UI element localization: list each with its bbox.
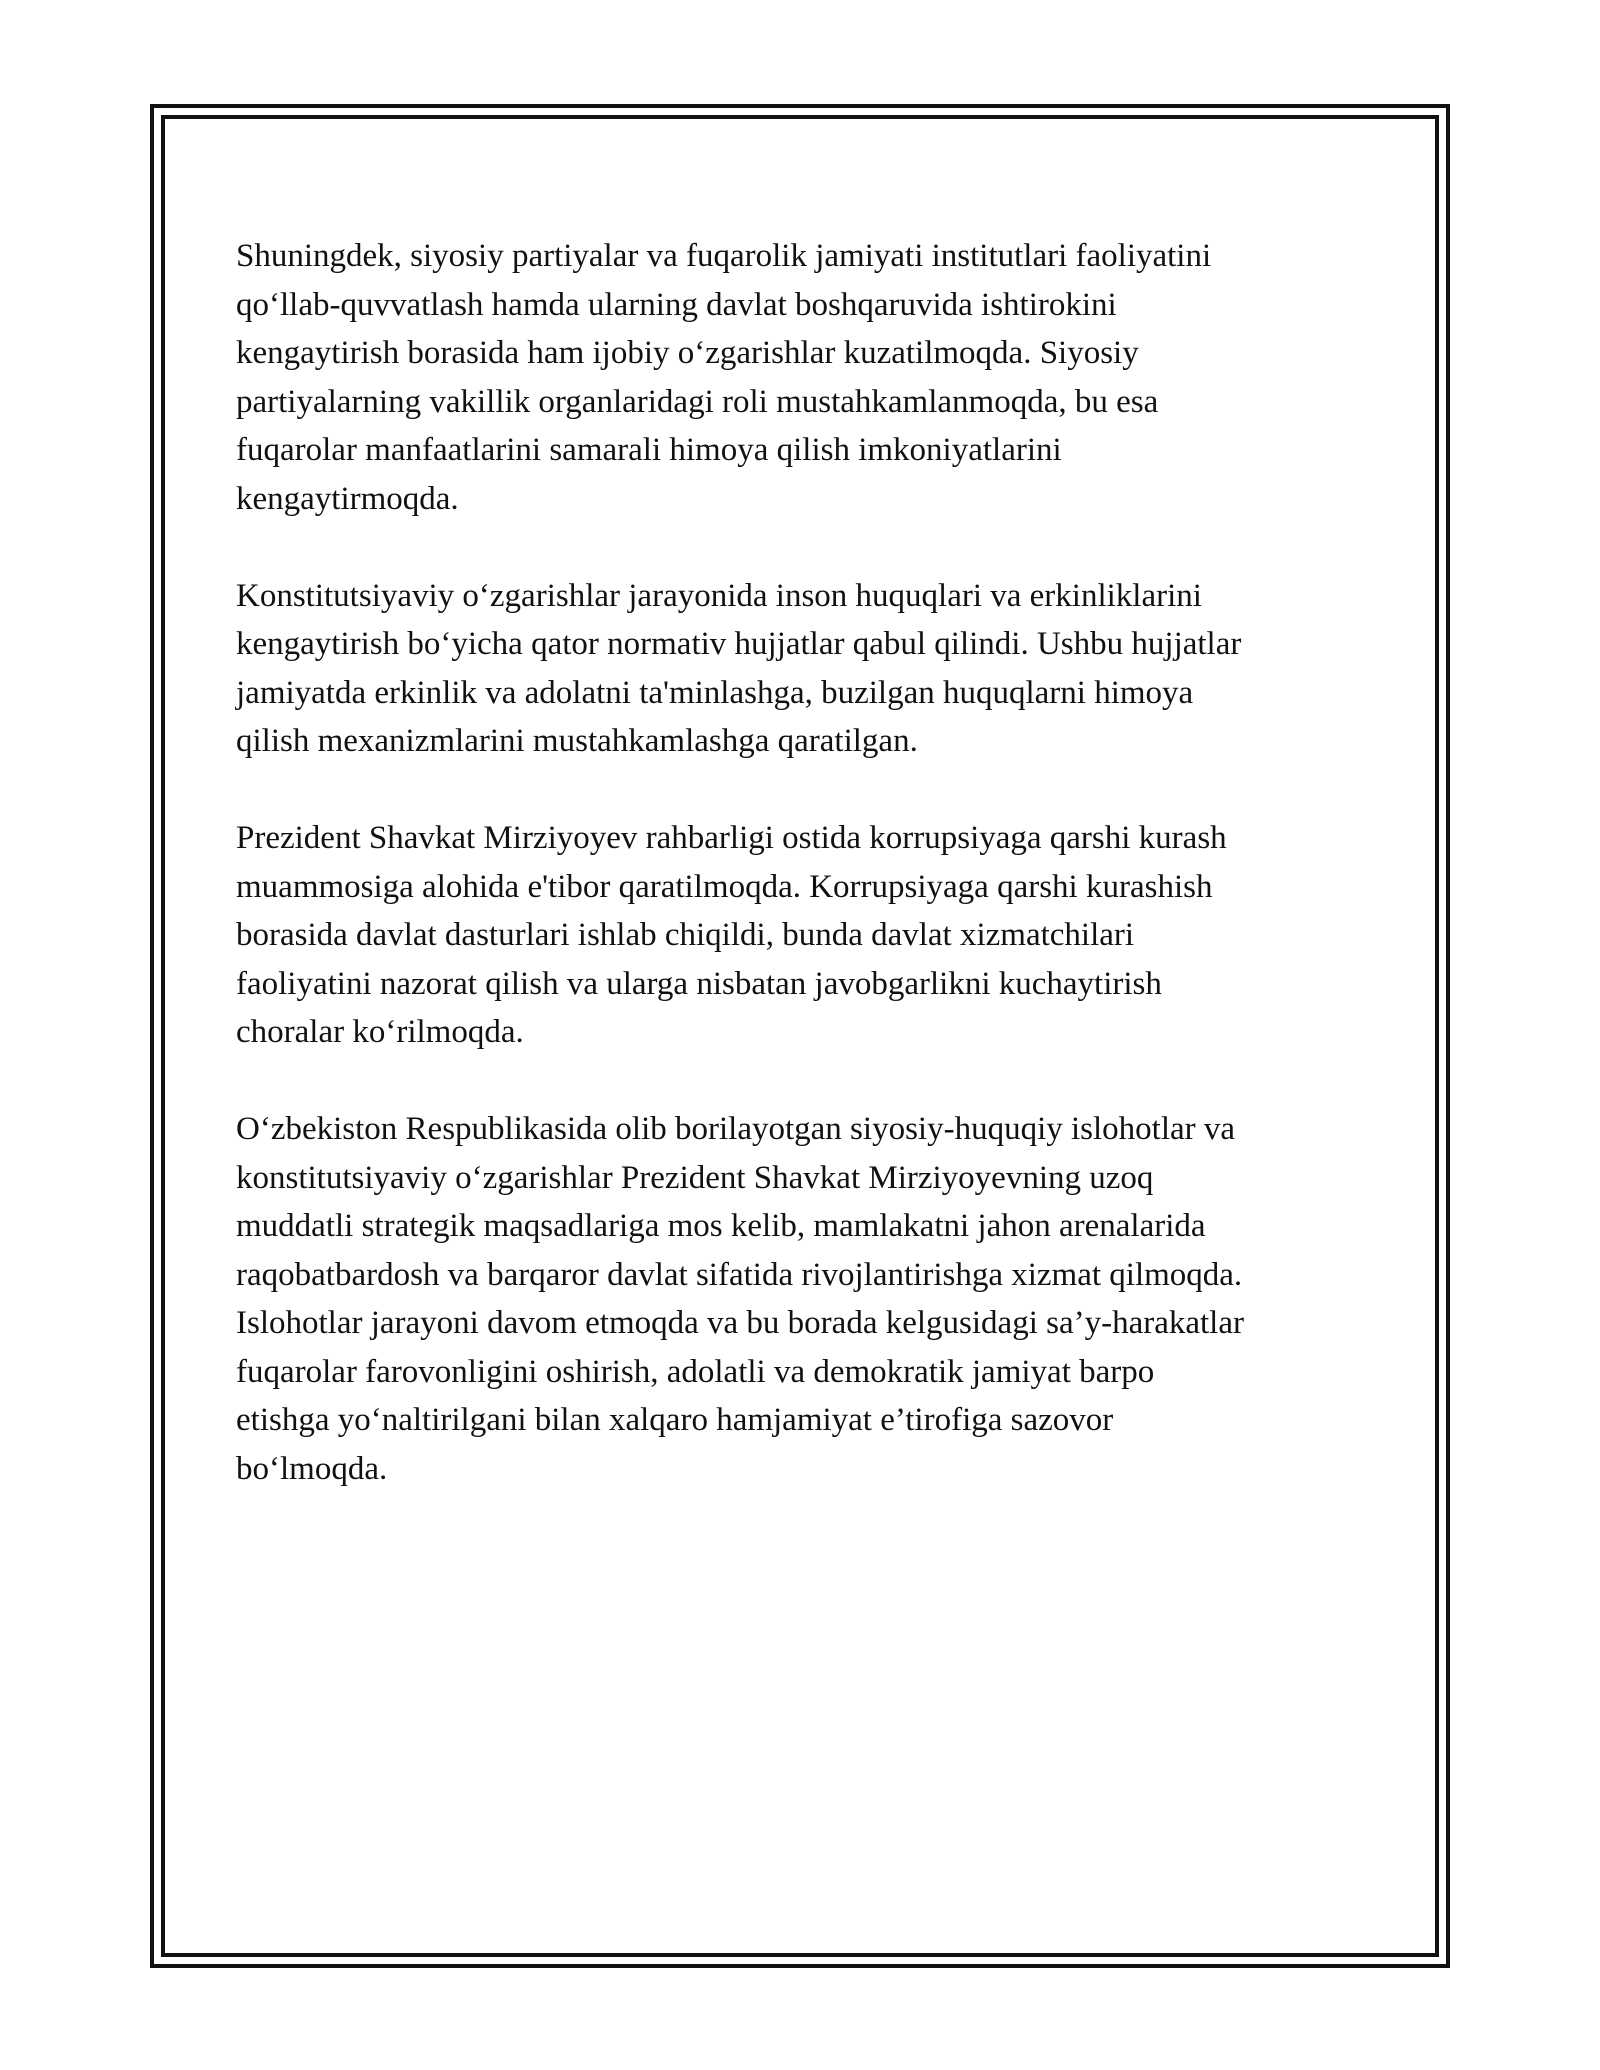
paragraph-2	[236, 572, 1376, 766]
text-line: muammosiga alohida e'tibor qaratilmoqda. Korrupsiyaga qarshi kurashish	[236, 868, 1213, 905]
text-line: kengaytirmoqda.	[236, 480, 459, 517]
text-line: kengaytirish bo‘yicha qator normativ hujjatlar qabul qilindi. Ushbu hujjatlar	[236, 626, 1242, 662]
document-body	[236, 232, 1376, 1542]
text-line: qo‘llab-quvvatlash hamda ularning davlat boshqaruvida ishtirokini	[236, 286, 1117, 323]
text-line: Prezident Shavkat Mirziyoyev rahbarligi ostida korrupsiyaga qarshi kurash	[236, 820, 1227, 856]
text-line: kengaytirish borasida ham ijobiy o‘zgarishlar kuzatilmoqda. Siyosiy	[236, 335, 1139, 371]
paragraph-4	[236, 1105, 1376, 1493]
text-line: partiyalarning vakillik organlaridagi roli mustahkamlanmoqda, bu esa	[236, 383, 1159, 420]
text-line: raqobatbardosh va barqaror davlat sifatida rivojlantirishga xizmat qilmoqda.	[236, 1256, 1243, 1293]
text-line: borasida davlat dasturlari ishlab chiqildi, bunda davlat xizmatchilari	[236, 917, 1135, 953]
text-line: fuqarolar manfaatlarini samarali himoya qilish imkoniyatlarini	[236, 432, 1062, 468]
text-line: Konstitutsiyaviy o‘zgarishlar jarayonida inson huquqlari va erkinliklarini	[236, 577, 1202, 614]
text-line: Islohotlar jarayoni davom etmoqda va bu borada kelgusidagi sa’y-harakatlar	[236, 1305, 1244, 1341]
text-line: jamiyatda erkinlik va adolatni ta'minlashga, buzilgan huquqlarni himoya	[236, 674, 1194, 711]
text-line: Shuningdek, siyosiy partiyalar va fuqarolik jamiyati institutlari faoliyatini	[236, 238, 1212, 274]
text-line: choralar ko‘rilmoqda.	[236, 1014, 524, 1050]
text-line: fuqarolar farovonligini oshirish, adolatli va demokratik jamiyat barpo	[236, 1353, 1155, 1390]
text-line: qilish mexanizmlarini mustahkamlashga qaratilgan.	[236, 723, 918, 759]
text-line: O‘zbekiston Respublikasida olib borilayotgan siyosiy-huquqiy islohotlar va	[236, 1111, 1236, 1147]
text-line: muddatli strategik maqsadlariga mos kelib, mamlakatni jahon arenalarida	[236, 1208, 1206, 1244]
paragraph-1	[236, 232, 1376, 523]
text-line: konstitutsiyaviy o‘zgarishlar Prezident Shavkat Mirziyoyevning uzoq	[236, 1159, 1154, 1196]
text-line: etishga yo‘naltirilgani bilan xalqaro hamjamiyat e’tirofiga sazovor	[236, 1402, 1114, 1438]
text-line: faoliyatini nazorat qilish va ularga nisbatan javobgarlikni kuchaytirish	[236, 965, 1162, 1002]
paragraph-3	[236, 814, 1376, 1057]
text-line: bo‘lmoqda.	[236, 1450, 388, 1487]
